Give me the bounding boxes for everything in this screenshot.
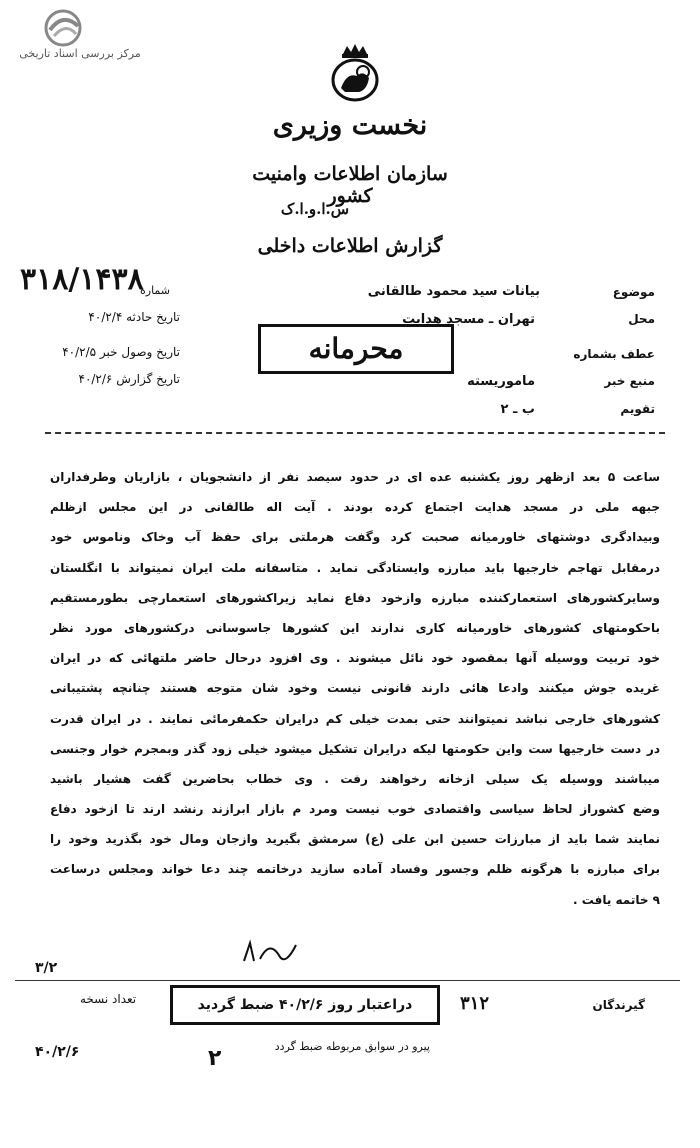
body-line: کشورهای خارجی نباشد نمیتوانند حتی بمدت خیلی کم درایران حکمفرمائی نمایند . در ایران قدرت (50, 711, 660, 726)
report-date: تاریخ وصول خبر ۴۰/۲/۵ (62, 345, 180, 359)
evaluation-value: ب ـ ۲ (500, 402, 535, 417)
footer-separator (15, 980, 680, 981)
watermark-text: مرکز بررسی اسناد تاریخی (19, 47, 141, 60)
report-type-heading: گزارش اطلاعات داخلی (257, 235, 443, 257)
body-line: برای مبارزه با هرگونه ظلم وجسور وفساد آماده سازید درخاتمه چند دعا خواند ومجلس درساعت (50, 862, 660, 877)
body-line: درمقابل تهاجم خارجیها باید مبارزه وایستادگی نماید . متاسفانه ملت ایران نمیتواند با انگلستان (50, 560, 660, 575)
archive-logo-icon (38, 8, 88, 48)
subject-label: موضوع (612, 285, 655, 299)
recipients-value: ۳۱۲ (460, 993, 490, 1014)
body-line: وضع کشوراز لحاظ سیاسی واقتصادی خوب نیست ومرد م بازار ابرازند رنشد ارند تا ازخود دفاع (50, 802, 660, 817)
handwritten-signature (240, 935, 300, 967)
recipients-label: گیرندگان (592, 998, 645, 1012)
subject-value: بیانات سید محمود طالقانی (367, 284, 540, 299)
body-line: ساعت ۵ بعد ازظهر روز یکشنبه عده ای در حدود سیصد نفر از دانشجویان ، بازاریان وطرفداران (50, 470, 660, 484)
footer-note: پیرو در سوابق مربوطه ضبط گردد (274, 1040, 430, 1053)
body-line: ۹ خاتمه یافت . (573, 892, 660, 907)
pm-office-heading: نخست وزیری (272, 110, 428, 141)
classification-stamp: محرمانه (258, 324, 454, 374)
body-line: وسایرکشورهای استعمارکننده مبارزه وازخود دفاع نماید زیراکشورهای استعمارچی بطورمستقیم (50, 590, 660, 605)
body-line: جبهه ملی در مسجد هدایت اجتماع کرده بودند . آیت اله طالقانی در این مجلس ازظلم (50, 500, 660, 515)
copies-label: تعداد نسخه (80, 992, 137, 1006)
event-date: تاریخ حادثه ۴۰/۲/۴ (88, 310, 180, 324)
reference-number: ۳۱۸/۱۴۳۸ (20, 262, 144, 297)
body-line: باحکومتهای کشورهای خاورمیانه کاری ندارند این کشورها جاسوسانی درکشورهای مورد نظر (50, 620, 660, 635)
informant-value: ماموریسته (467, 374, 535, 389)
lion-and-sun-crown-emblem-icon (323, 42, 387, 106)
footer-note-number: ۲ (208, 1046, 222, 1071)
informant-label: منبع خبر (604, 374, 655, 388)
organization-code: س.ا.و.ا.ک (280, 200, 350, 218)
body-line: در دست خارجیها ست واین حکومتها لیکه درایران تشکیل میشود خیلی زود گذر وبمجرم خوار وجنسی (50, 741, 660, 756)
place-value: تهران ـ مسجد هدایت (402, 312, 535, 327)
handwritten-mark-top: ۳/۲ (35, 960, 58, 976)
body-line: نمایند شما باید از مبارزات حسین ابن علی (ع) سرمشق بگیرید وازجان ومال خود بگذرید وخود را (50, 832, 660, 847)
body-line: میباشند ووسیله یک سیلی ازخانه رخواهند رفت . وی خطاب بحاضرین گفت هشیار باشید (50, 771, 660, 786)
evaluation-label: تقویم (620, 402, 655, 416)
header-separator (45, 432, 665, 434)
place-label: محل (628, 312, 655, 326)
report-body (50, 462, 660, 915)
filing-date: تاریخ گزارش ۴۰/۲/۶ (78, 372, 180, 386)
archive-stamp: دراعتبار روز ۴۰/۲/۶ ضبط گردید (170, 985, 440, 1025)
reference-number-label: شماره (140, 284, 171, 297)
organization-heading: سازمان اطلاعات وامنیت کشور (252, 163, 448, 207)
handwritten-mark-bottom: ۴۰/۲/۶ (35, 1044, 80, 1060)
body-line: وبیدادگری دوشتهای خاورمیانه صحبت کرد وگفت هرملتی برای حفظ آب وخاک وناموس خود (50, 530, 660, 545)
body-line: غریده جوش میکنند وادعا هائی دارند قانونی نیست وخود شان متوجه هستند چنانچه پشتیبانی (50, 681, 660, 696)
reference-to-label: عطف بشماره (573, 347, 655, 361)
body-line: خود تربیت ووسیله آنها بمقصود خود نائل میشوند . وی افزود درحال حاضر ملتهائی که در ایران (50, 651, 660, 666)
